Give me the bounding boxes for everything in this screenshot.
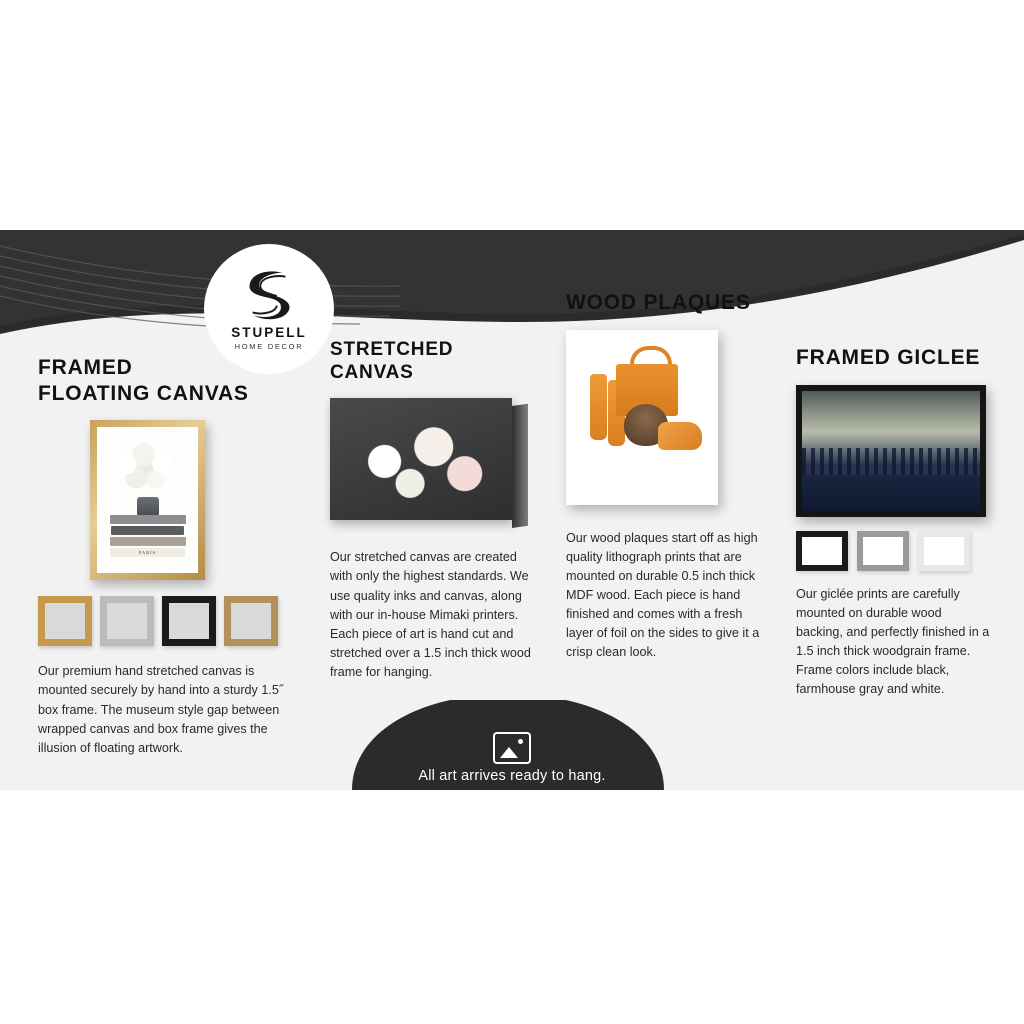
boot-graphic — [590, 374, 607, 440]
frame-color-swatches — [38, 596, 293, 646]
book-graphic — [111, 526, 184, 535]
infographic-band — [0, 230, 1024, 790]
canvas-edge — [512, 404, 528, 528]
canvas-face-artwork — [330, 398, 512, 520]
silver-frame-swatch — [100, 596, 154, 646]
floating-gap — [97, 427, 198, 573]
product-image-framed-floating-canvas — [38, 420, 293, 580]
brand-name: STUPELL — [231, 325, 307, 340]
product-image-wood-plaque — [566, 330, 718, 505]
section-framed-giclee — [796, 345, 992, 699]
section-description: Our giclée prints are carefully mounted on durable wood backing, and perfectly finished in a 1.5 inch thick woodgrain frame. Frame colors include black, farmhouse gray and white. — [796, 586, 990, 697]
section-title-line2: CANVAS — [330, 362, 414, 384]
section-description: Our stretched canvas are created with only the highest standards. We use quality inks and canvas, along with our in-house Mimaki printers. Each piece of art is hand cut and stretched over a 1.5 inch thick wood frame for hanging. — [330, 550, 531, 680]
section-title-line1: STRETCHED — [330, 339, 454, 360]
book-stack-graphic — [110, 513, 186, 557]
section-title — [566, 290, 766, 316]
gray-frame-swatch — [857, 531, 909, 571]
white-frame-swatch — [918, 531, 970, 571]
brand-logo — [204, 244, 334, 374]
book-label: PARIS — [138, 550, 157, 556]
book-graphic — [110, 515, 186, 524]
section-title-line1: FRAMED — [38, 356, 133, 379]
ready-to-hang-text: All art arrives ready to hang. — [418, 768, 606, 784]
book-graphic — [110, 537, 186, 546]
flower-bouquet-graphic — [111, 441, 185, 503]
section-wood-plaques — [566, 290, 766, 663]
section-framed-floating-canvas — [38, 355, 293, 758]
section-stretched-canvas — [330, 338, 535, 682]
section-title — [330, 338, 535, 384]
woodgrain-frame-swatch — [224, 596, 278, 646]
book-graphic — [110, 548, 184, 557]
black-frame-swatch — [796, 531, 848, 571]
black-frame-swatch — [162, 596, 216, 646]
section-title-line2: FLOATING CANVAS — [38, 381, 249, 405]
stupell-swoosh-logo-icon — [240, 267, 298, 323]
brand-subtitle: HOME DECOR — [234, 342, 304, 351]
product-image-stretched-canvas — [330, 398, 528, 526]
gold-frame-swatch — [38, 596, 92, 646]
artwork-canvas — [101, 431, 194, 569]
section-description: Our premium hand stretched canvas is mounted securely by hand into a sturdy 1.5˝ box frame. The museum style gap between wrapped canvas and box frame gives the illusion of floating artwork. — [38, 664, 284, 755]
product-image-framed-giclee — [796, 385, 986, 517]
giclee-frame-swatches — [796, 531, 992, 571]
giclee-artwork — [802, 391, 980, 511]
section-title — [796, 345, 992, 371]
section-title-line1: FRAMED GICLEE — [796, 346, 981, 369]
framed-picture-icon — [493, 732, 531, 764]
accessory-graphic — [658, 422, 702, 450]
gold-box-frame — [90, 420, 205, 580]
top-wave-decoration — [0, 230, 1024, 350]
section-title-line1: WOOD PLAQUES — [566, 291, 751, 314]
section-description: Our wood plaques start off as high quality lithograph prints that are mounted on durable 0.5 inch thick MDF wood. Each piece is hand finished and comes with a fresh layer of foil on the sides to give it a crisp clean look. — [566, 530, 760, 660]
ready-to-hang-banner — [0, 732, 1024, 784]
